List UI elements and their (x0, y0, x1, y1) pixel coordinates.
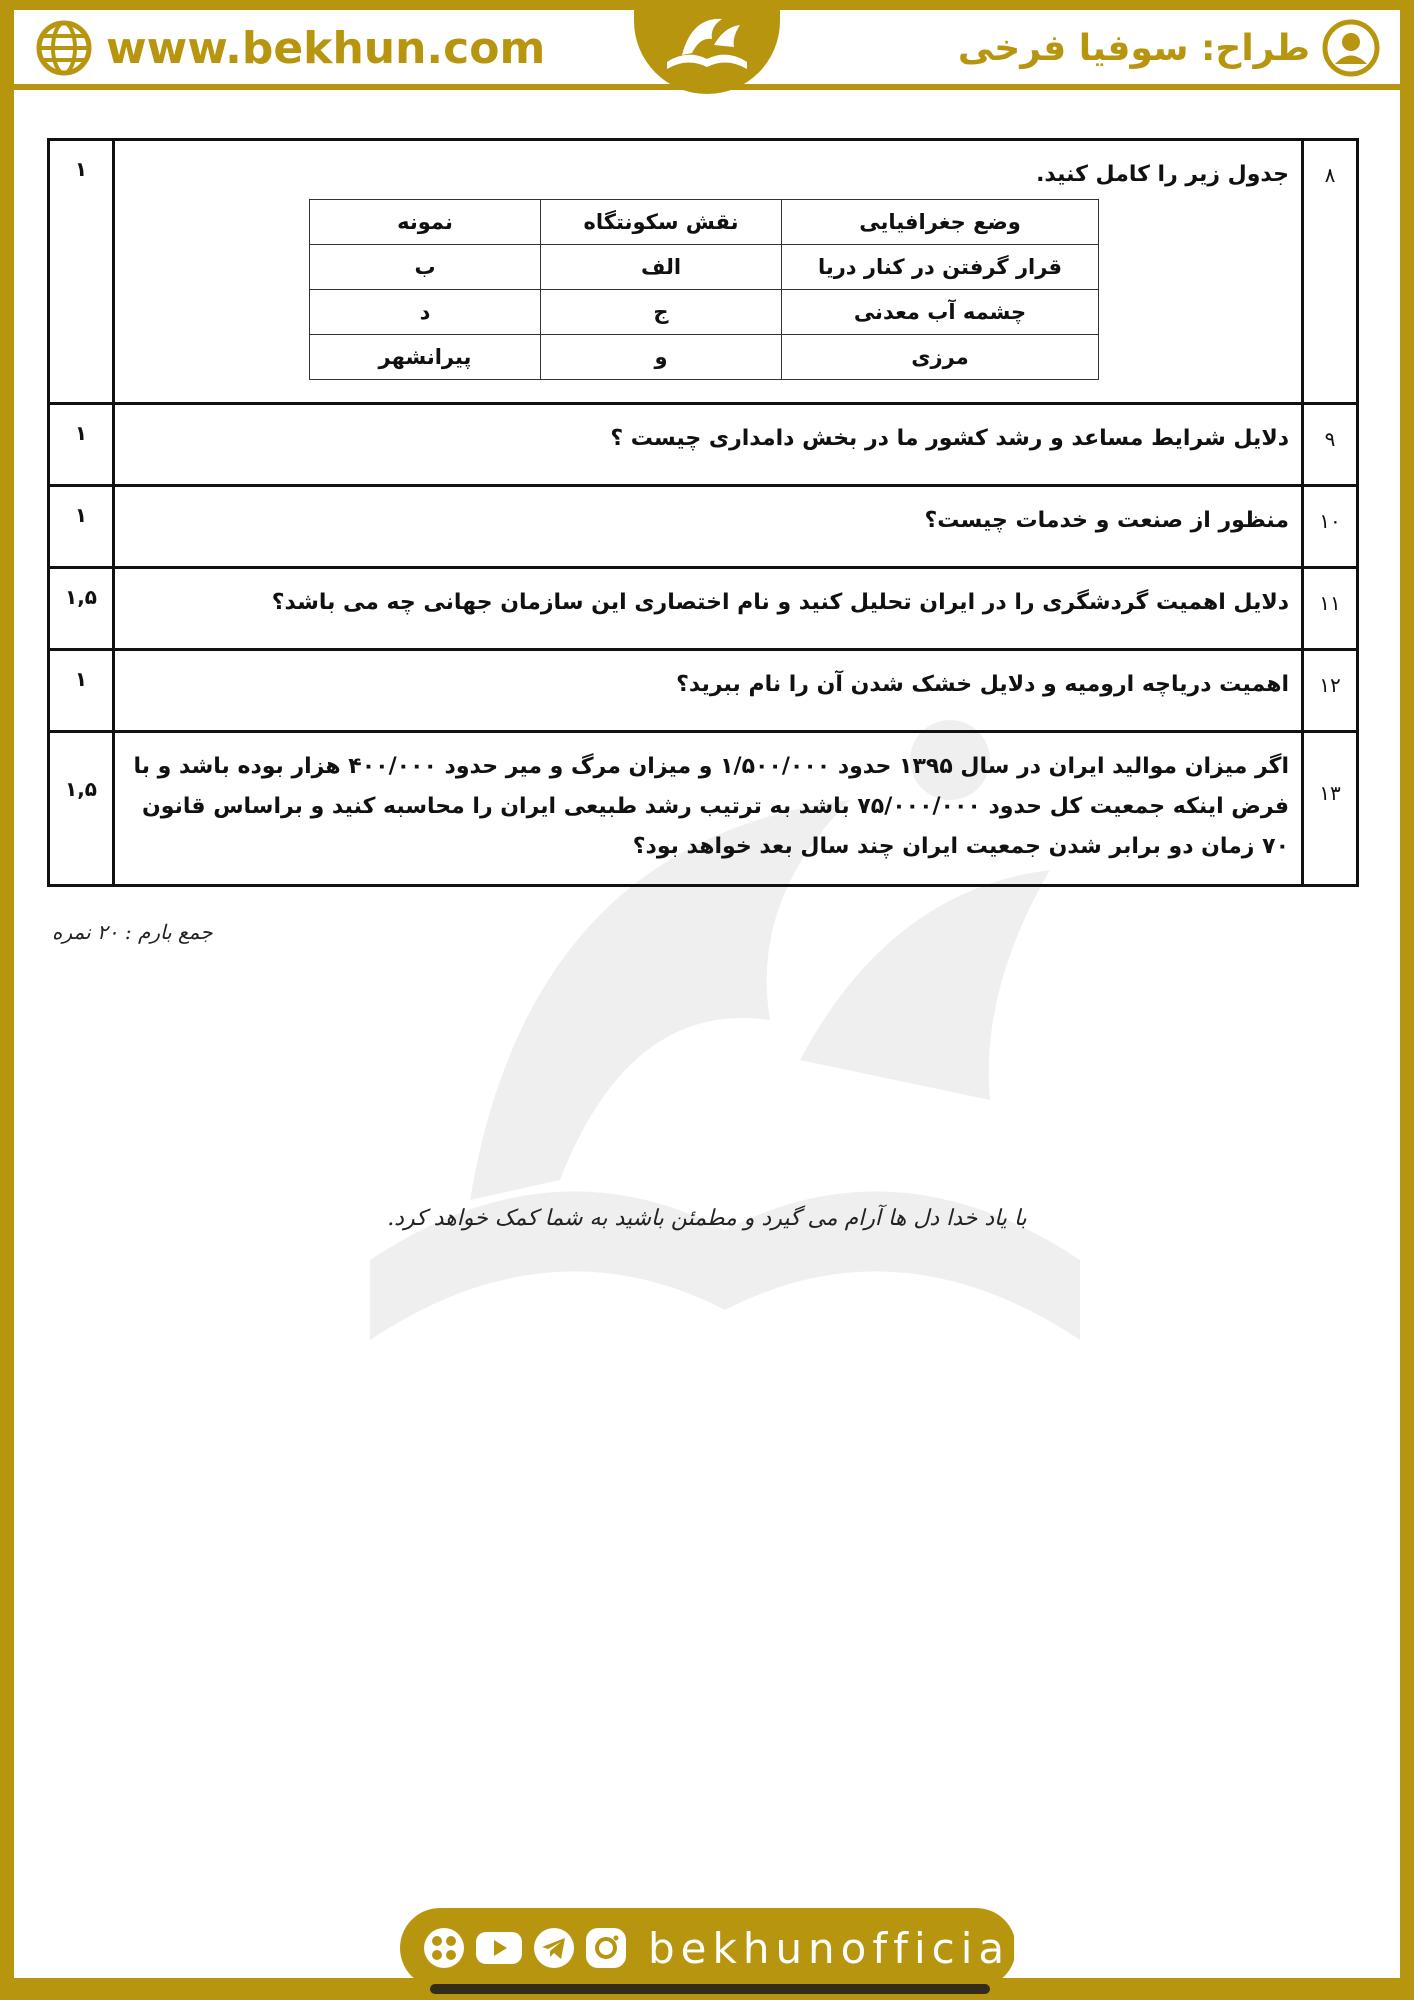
question-text: جدول زیر را کامل کنید. (1036, 162, 1289, 187)
question-score: ۱ (49, 404, 114, 486)
question-text: دلایل اهمیت گردشگری را در ایران تحلیل کنید و نام اختصاری این سازمان جهانی چه می باشد؟ (114, 568, 1303, 650)
question-number: ۱۳ (1303, 732, 1358, 886)
youtube-icon[interactable] (474, 1926, 524, 1970)
fill-in-cell: پیرانشهر (310, 335, 541, 380)
designer-credit (958, 20, 1380, 76)
question-score: ۱ (49, 486, 114, 568)
instagram-icon[interactable] (584, 1926, 628, 1970)
question-text: دلایل شرایط مساعد و رشد کشور ما در بخش دامداری چیست ؟ (114, 404, 1303, 486)
fill-in-cell: د (310, 290, 541, 335)
fill-in-table (309, 199, 1099, 380)
fill-in-cell: و (541, 335, 782, 380)
fill-in-cell: الف (541, 245, 782, 290)
question-row (49, 404, 1358, 486)
designer-text: طراح: سوفیا فرخی (957, 27, 1310, 69)
question-row (49, 140, 1358, 404)
book-logo-icon (652, 7, 762, 87)
fill-in-cell: ب (310, 245, 541, 290)
brand-logo (634, 0, 780, 94)
fill-in-header: نمونه (310, 200, 541, 245)
question-number: ۱۰ (1303, 486, 1358, 568)
user-icon (1322, 19, 1380, 77)
question-text: منظور از صنعت و خدمات چیست؟ (114, 486, 1303, 568)
question-text: اهمیت دریاچه ارومیه و دلایل خشک شدن آن را نام ببرید؟ (114, 650, 1303, 732)
fill-in-row (310, 245, 1099, 290)
fill-in-cell: مرزی (782, 335, 1099, 380)
closing-quote: با یاد خدا دل ها آرام می گیرد و مطمئن باشید به شما کمک خواهد کرد. (387, 1206, 1027, 1231)
aparat-icon[interactable] (422, 1926, 466, 1970)
fill-in-header: وضع جغرافیایی (782, 200, 1099, 245)
social-icons (422, 1926, 628, 1970)
question-number: ۱۱ (1303, 568, 1358, 650)
question-row (49, 568, 1358, 650)
telegram-icon[interactable] (532, 1926, 576, 1970)
question-score: ۱,۵ (49, 732, 114, 886)
fill-in-header: نقش سکونتگاه (541, 200, 782, 245)
question-score: ۱ (49, 650, 114, 732)
fill-in-cell: قرار گرفتن در کنار دریا (782, 245, 1099, 290)
question-cell (114, 140, 1303, 404)
website-link[interactable] (36, 20, 545, 76)
question-number: ۱۲ (1303, 650, 1358, 732)
social-handle[interactable]: bekhunofficial (648, 1923, 1028, 1973)
social-footer (400, 1908, 1028, 1988)
fill-in-cell: چشمه آب معدنی (782, 290, 1099, 335)
question-text: اگر میزان موالید ایران در سال ۱۳۹۵ حدود ۱/۵۰۰/۰۰۰ و میزان مرگ و میر حدود ۴۰۰/۰۰۰ هزار بوده باشد و با فرض اینکه جمعیت کل حدود ۷۵/۰۰۰/۰۰۰ باشد به ترتیب رشد طبیعی ایران را محاسبه کنید و براساس قانون ۷۰ زمان دو برابر شدن جمعیت ایران چند سال بعد خواهد بود؟ (114, 732, 1303, 886)
website-text: www.bekhun.com (106, 22, 546, 74)
fill-in-row (310, 335, 1099, 380)
footer-shadow (430, 1984, 990, 1994)
globe-icon (36, 20, 92, 76)
fill-in-cell: ج (541, 290, 782, 335)
question-score: ۱,۵ (49, 568, 114, 650)
question-number: ۹ (1303, 404, 1358, 486)
question-row (49, 486, 1358, 568)
question-score: ۱ (49, 140, 114, 404)
total-score-note: جمع بارم : ۲۰ نمره (52, 920, 213, 944)
question-row (49, 650, 1358, 732)
fill-in-row (310, 290, 1099, 335)
question-number: ۸ (1303, 140, 1358, 404)
exam-table (47, 138, 1359, 887)
question-row (49, 732, 1358, 886)
fill-in-header-row (310, 200, 1099, 245)
